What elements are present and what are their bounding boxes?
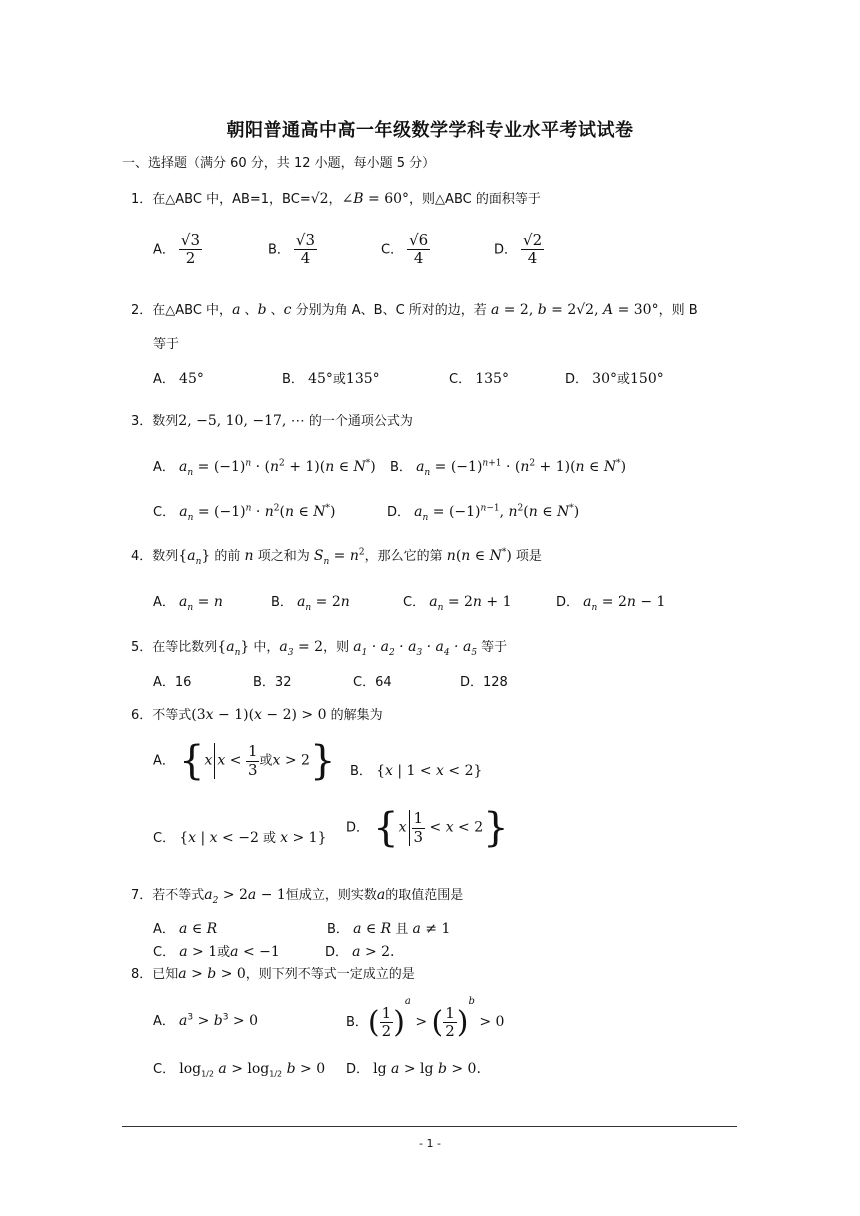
question-4: 4．数列$\{a_n\}$ 的前 n 项之和为 $S_n = n^2$，那么它的第 n(n ∈ N*) 项是	[131, 547, 542, 567]
q2-option-d: D． 30°或150°	[565, 371, 664, 387]
q1-option-c: C． $\frac{√6}{4}$	[381, 231, 429, 268]
q6-option-b: B． {x | 1 < x < 2}	[350, 763, 483, 779]
q1-option-b: B． $\frac{√3}{4}$	[268, 231, 316, 268]
q6-option-a: A． {x x < $\frac{1}{3}$ 或x > 2}	[153, 738, 336, 784]
q8-option-d: D． lg a > lg b > 0.	[346, 1061, 481, 1077]
q5-option-d: D．128	[460, 675, 508, 690]
question-7: 7．若不等式$a_2 > 2a - 1$恒成立，则实数a的取值范围是	[131, 887, 464, 906]
q3-option-c: C． $a_n = (-1)^n \cdot n^2(n$ ∈ N*)	[153, 503, 336, 523]
q3-option-b: B． $a_n = (-1)^{n+1} \cdot (n^2 + 1)(n$ ∈ N*)	[390, 458, 627, 478]
question-1: 1．在△ABC 中，AB=1，BC=√2，∠B = 60°，则△ABC 的面积等于	[131, 191, 541, 207]
q7-option-b: B． a ∈ R 且 a ≠ 1	[327, 921, 451, 937]
q4-option-d: D． $a_n = 2n - 1$	[556, 594, 666, 613]
q4-option-a: A． $a_n = n$	[153, 594, 223, 613]
q5-option-c: C．64	[353, 675, 392, 690]
q3-option-a: A． $a_n = (-1)^n \cdot (n^2 + 1)(n$ ∈ N*)	[153, 458, 376, 478]
q4-option-c: C． $a_n = 2n + 1$	[403, 594, 512, 613]
question-number: 1．	[131, 192, 153, 207]
q5-option-b: B．32	[253, 675, 292, 690]
footer-rule	[122, 1126, 737, 1127]
q7-option-d: D． a > 2.	[325, 944, 395, 960]
q2-option-a: A． 45°	[153, 371, 204, 387]
q5-option-a: A．16	[153, 675, 192, 690]
question-3: 3．数列2, −5, 10, −17, ⋯ 的一个通项公式为	[131, 413, 413, 429]
q2-option-c: C． 135°	[449, 371, 509, 387]
section-heading: 一、选择题（满分 60 分，共 12 小题，每小题 5 分）	[122, 156, 436, 171]
question-6: 6．不等式(3x − 1)(x − 2) > 0 的解集为	[131, 707, 383, 723]
q8-option-b: B．( $\frac{1}{2}$ )$^a$ > ( $\frac{1}{2}$ )$^b$ > 0	[346, 996, 505, 1040]
q3-option-d: D． $a_n = (-1)^{n-1}$, $n^2(n$ ∈ N*)	[387, 503, 580, 523]
q1-option-d: D． $\frac{√2}{4}$	[494, 231, 543, 268]
q7-option-a: A． a ∈ R	[153, 921, 218, 937]
page-number: - 1 -	[419, 1137, 441, 1150]
exam-title: 朝阳普通高中高一年级数学学科专业水平考试试卷	[226, 120, 634, 141]
q8-option-c: C． $\log_{1/2} a > \log_{1/2} b > 0$	[153, 1061, 326, 1079]
q6-option-c: C． {x | x < −2 或 x > 1}	[153, 830, 327, 846]
q1-option-a: A． $\frac{√3}{2}$	[153, 231, 201, 268]
question-8: 8．已知a > b > 0，则下列不等式一定成立的是	[131, 966, 415, 982]
q2-option-b: B． 45°或135°	[282, 371, 380, 387]
q4-option-b: B． $a_n = 2n$	[271, 594, 350, 613]
q8-option-a: A． $a^3 > b^3 > 0$	[153, 1012, 259, 1029]
question-2: 2．在△ABC 中，a 、b 、c 分别为角 A、B、C 所对的边，若 a = 2, b = 2√2, A = 30°，则 B	[131, 302, 698, 318]
question-5: 5．在等比数列$\{a_n\}$ 中，$a_3 = 2$，则 $a_1 \cdot a_2 \cdot a_3 \cdot a_4 \cdot a_5$ 等于	[131, 639, 508, 658]
q7-option-c: C． a > 1或a < −1	[153, 944, 280, 960]
question-2-continuation: 等于	[153, 337, 180, 352]
q6-option-d: D． {x $\frac{1}{3}$ < x < 2}	[346, 805, 509, 851]
